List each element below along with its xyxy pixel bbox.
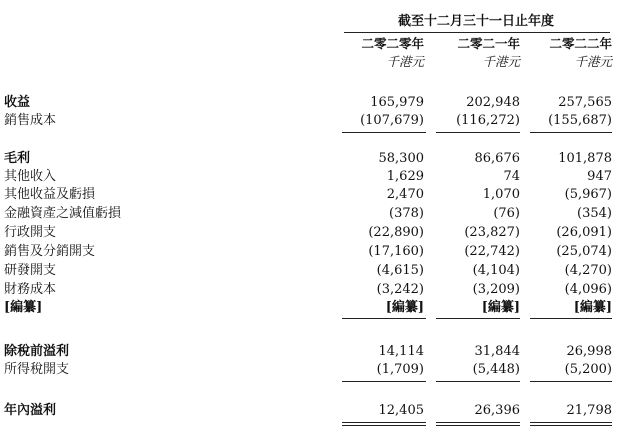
row-selling-distribution-expenses <box>0 243 618 261</box>
value-2022: (25,074) <box>556 244 612 259</box>
value-2022: (4,096) <box>564 282 612 297</box>
value-2020: 2,470 <box>386 187 424 202</box>
value-2020: 14,114 <box>378 344 424 359</box>
row-label: 年內溢利 <box>4 403 57 418</box>
year-header-2022: 二零二二年 <box>549 36 612 51</box>
row-label: 毛利 <box>4 151 31 166</box>
value-2020: (17,160) <box>368 244 424 259</box>
row-label: 行政開支 <box>4 225 57 240</box>
value-2022: 257,565 <box>558 95 612 110</box>
value-2022: (5,967) <box>564 187 612 202</box>
row-label: 金融資產之減值虧損 <box>4 206 122 221</box>
value-2021: (116,272) <box>456 113 520 128</box>
row-label: 其他收益及虧損 <box>4 187 96 202</box>
row-label: 銷售及分銷開支 <box>4 244 96 259</box>
subtotal-rule <box>530 132 612 133</box>
value-2021: (22,742) <box>464 244 520 259</box>
subtotal-rule <box>530 318 612 319</box>
year-header-2021: 二零二一年 <box>457 36 520 51</box>
value-2020: (3,242) <box>376 282 424 297</box>
row-finance-costs <box>0 281 618 299</box>
subtotal-rule <box>436 318 520 319</box>
value-2021: (3,209) <box>472 282 520 297</box>
period-header-rule <box>344 32 610 33</box>
row-profit-before-tax <box>0 343 618 361</box>
subtotal-rule <box>342 132 426 133</box>
unit-header-2021: 千港元 <box>482 54 520 69</box>
value-2021: 202,948 <box>466 95 520 110</box>
value-2020: 1,629 <box>386 169 424 184</box>
row-label: [編纂] <box>4 300 43 315</box>
total-double-rule <box>436 422 520 423</box>
row-other-income <box>0 168 618 186</box>
row-cost-of-sales <box>0 112 618 130</box>
row-label: 其他收入 <box>4 169 57 184</box>
subtotal-rule <box>530 381 612 382</box>
total-double-rule <box>342 425 426 426</box>
year-header-2020: 二零二零年 <box>361 36 424 51</box>
value-2022: (155,687) <box>548 113 612 128</box>
value-2020: (22,890) <box>368 225 424 240</box>
row-label: 所得稅開支 <box>4 362 70 377</box>
unit-header-2020: 千港元 <box>386 54 424 69</box>
total-double-rule <box>530 422 612 423</box>
value-2021: 86,676 <box>474 151 520 166</box>
row-label: 財務成本 <box>4 282 57 297</box>
row-revenue <box>0 94 618 112</box>
row-administrative-expenses <box>0 224 618 242</box>
subtotal-rule <box>342 381 426 382</box>
value-2020: (107,679) <box>360 113 424 128</box>
value-2020: 165,979 <box>370 95 424 110</box>
value-2020: [編纂] <box>385 300 424 315</box>
value-2022: 21,798 <box>566 403 612 418</box>
value-2022: (5,200) <box>564 362 612 377</box>
row-impairment-losses <box>0 205 618 223</box>
row-other-gains-losses <box>0 186 618 204</box>
value-2020: (378) <box>389 206 424 221</box>
value-2022: 101,878 <box>558 151 612 166</box>
value-2022: 947 <box>587 169 612 184</box>
value-2020: 12,405 <box>378 403 424 418</box>
value-2020: 58,300 <box>378 151 424 166</box>
subtotal-rule <box>436 381 520 382</box>
value-2022: 26,998 <box>566 344 612 359</box>
row-rnd-expenses <box>0 262 618 280</box>
total-double-rule <box>530 425 612 426</box>
value-2022: (354) <box>577 206 612 221</box>
value-2021: 1,070 <box>482 187 520 202</box>
value-2021: (23,827) <box>464 225 520 240</box>
row-income-tax-expense <box>0 361 618 379</box>
value-2022: (26,091) <box>556 225 612 240</box>
value-2021: (4,104) <box>472 263 520 278</box>
row-label: 銷售成本 <box>4 113 57 128</box>
value-2021: 26,396 <box>474 403 520 418</box>
value-2022: (4,270) <box>564 263 612 278</box>
value-2021: (5,448) <box>472 362 520 377</box>
row-gross-profit <box>0 150 618 168</box>
row-profit-for-year <box>0 402 618 420</box>
period-header: 截至十二月三十一日止年度 <box>397 14 554 29</box>
total-double-rule <box>436 425 520 426</box>
value-2022: [編纂] <box>573 300 612 315</box>
value-2021: 31,844 <box>474 344 520 359</box>
total-double-rule <box>342 422 426 423</box>
value-2021: [編纂] <box>481 300 520 315</box>
row-label: 收益 <box>4 95 31 110</box>
row-redacted <box>0 299 618 317</box>
value-2020: (1,709) <box>376 362 424 377</box>
subtotal-rule <box>342 318 426 319</box>
subtotal-rule <box>436 132 520 133</box>
row-label: 除稅前溢利 <box>4 344 70 359</box>
value-2021: 74 <box>503 169 520 184</box>
value-2021: (76) <box>493 206 520 221</box>
value-2020: (4,615) <box>376 263 424 278</box>
row-label: 研發開支 <box>4 263 57 278</box>
unit-header-2022: 千港元 <box>574 54 612 69</box>
